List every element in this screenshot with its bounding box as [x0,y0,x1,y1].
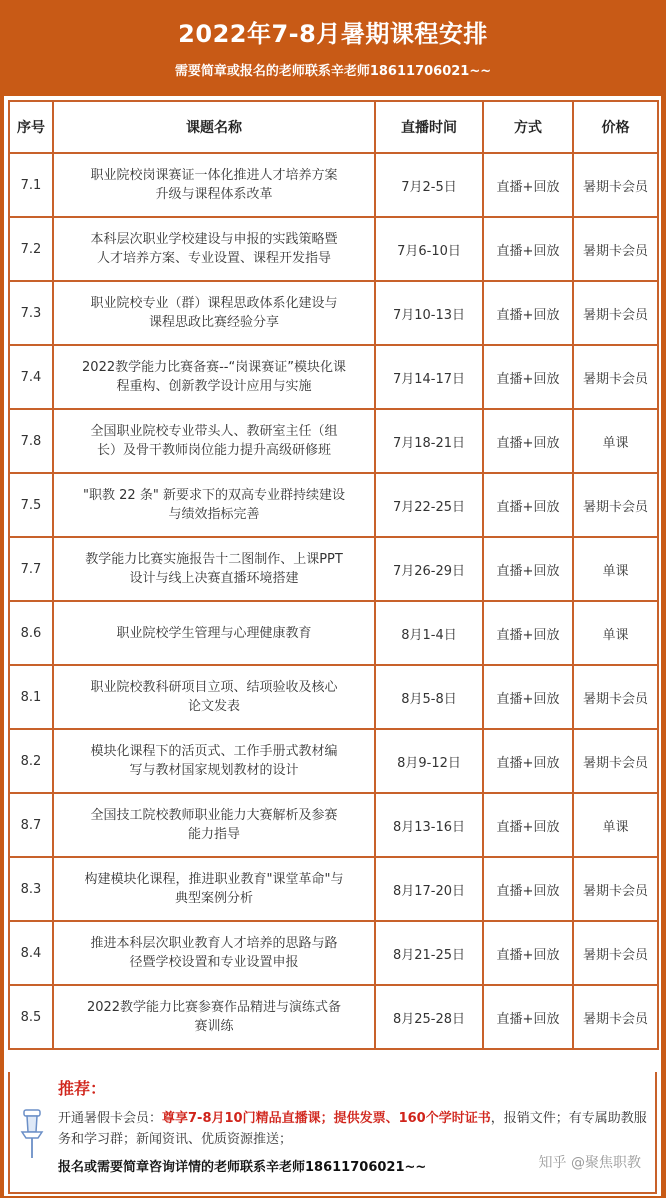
cell-price: 单课 [573,537,658,601]
cell-price: 单课 [573,601,658,665]
page-title: 2022年7-8月暑期课程安排 [178,20,488,48]
cell-date: 7月26-29日 [375,537,483,601]
cell-no: 7.1 [9,153,53,217]
cell-price: 暑期卡会员 [573,921,658,985]
cell-mode: 直播+回放 [483,793,573,857]
cell-no: 8.2 [9,729,53,793]
table-row [9,345,658,409]
column-header-mode: 方式 [483,101,573,153]
cell-topic [53,153,375,217]
cell-mode: 直播+回放 [483,409,573,473]
table-row [9,921,658,985]
cell-no: 8.3 [9,857,53,921]
cell-date: 7月2-5日 [375,153,483,217]
cell-topic [53,665,375,729]
cell-topic [53,473,375,537]
cell-price: 暑期卡会员 [573,153,658,217]
cell-topic [53,857,375,921]
table-row [9,601,658,665]
cell-date: 7月18-21日 [375,409,483,473]
cell-no: 7.7 [9,537,53,601]
cell-mode: 直播+回放 [483,281,573,345]
table-row [9,153,658,217]
cell-price: 暑期卡会员 [573,345,658,409]
topic-line: 职业院校专业（群）课程思政体系化建设与 [90,296,338,311]
column-header-no: 序号 [9,101,53,153]
topic-line: 职业院校岗课赛证一体化推进人才培养方案 [90,168,338,183]
cell-price: 暑期卡会员 [573,217,658,281]
recommend-prefix: 开通暑假卡会员： [58,1111,163,1126]
cell-mode: 直播+回放 [483,729,573,793]
cell-no: 8.1 [9,665,53,729]
topic-line: 模块化课程下的活页式、工作手册式教材编 [90,744,338,759]
cell-topic [53,537,375,601]
topic-line: 能力指导 [187,827,240,842]
cell-date: 8月1-4日 [375,601,483,665]
cell-date: 7月14-17日 [375,345,483,409]
topic-line: 设计与线上决赛直播环境搭建 [129,571,299,586]
table-row [9,985,658,1049]
cell-mode: 直播+回放 [483,537,573,601]
table-row [9,857,658,921]
topic-line: 推进本科层次职业教育人才培养的思路与路 [90,936,338,951]
topic-line: 构建模块化课程，推进职业教育"课堂革命"与 [84,872,344,887]
cell-date: 8月25-28日 [375,985,483,1049]
table-row [9,217,658,281]
topic-line: 全国技工院校教师职业能力大赛解析及参赛 [90,808,338,823]
table-header-row [9,101,658,153]
cell-no: 7.4 [9,345,53,409]
cell-mode: 直播+回放 [483,985,573,1049]
header-banner [0,0,666,96]
topic-line: 本科层次职业学校建设与申报的实践策略暨 [90,232,338,247]
cell-no: 8.6 [9,601,53,665]
table-row [9,729,658,793]
cell-price: 单课 [573,793,658,857]
topic-line: 赛训练 [194,1019,234,1034]
recommend-contact: 报名或需要简章咨询详情的老师联系辛老师18611706021~~ [58,1160,427,1175]
cell-price: 暑期卡会员 [573,281,658,345]
topic-line: 升级与课程体系改革 [155,187,273,202]
cell-price: 暑期卡会员 [573,985,658,1049]
cell-price: 暑期卡会员 [573,729,658,793]
cell-no: 8.4 [9,921,53,985]
schedule-table [8,100,659,1050]
cell-mode: 直播+回放 [483,601,573,665]
cell-topic [53,217,375,281]
cell-mode: 直播+回放 [483,153,573,217]
table-row [9,665,658,729]
topic-line: 程重构、创新教学设计应用与实施 [116,379,312,394]
cell-topic [53,601,375,665]
topic-line: 全国职业院校专业带头人、教研室主任（组 [90,424,338,439]
cell-topic [53,281,375,345]
topic-line: 人才培养方案、专业设置、课程开发指导 [96,251,331,266]
recommend-suffix: ，报销文件；有专属助教服务和学习群；新闻资讯、优质资源推送； [58,1111,647,1147]
watermark-text: 知乎 @聚焦职教 [538,1155,641,1171]
cell-no: 7.2 [9,217,53,281]
topic-line: 2022教学能力比赛备赛--“岗课赛证”模块化课 [82,360,346,375]
page-subtitle: 需要简章或报名的老师联系辛老师18611706021~~ [174,64,492,79]
recommend-highlight: 尊享7-8月10门精品直播课；提供发票、160个学时证书 [162,1111,491,1126]
topic-line: 职业院校教科研项目立项、结项验收及核心 [90,680,338,695]
topic-line: 写与教材国家规划教材的设计 [129,763,299,778]
cell-mode: 直播+回放 [483,217,573,281]
cell-price: 暑期卡会员 [573,857,658,921]
topic-line: 教学能力比赛实施报告十二图制作、上课PPT [85,552,343,567]
column-header-date: 直播时间 [375,101,483,153]
cell-date: 8月13-16日 [375,793,483,857]
cell-no: 8.5 [9,985,53,1049]
pushpin-icon [18,1108,46,1160]
cell-no: 8.7 [9,793,53,857]
cell-no: 7.3 [9,281,53,345]
cell-date: 8月5-8日 [375,665,483,729]
topic-line: 径暨学校设置和专业设置申报 [129,955,299,970]
topic-line: 与绩效指标完善 [168,507,260,522]
cell-mode: 直播+回放 [483,665,573,729]
content-panel [4,96,661,1196]
recommend-box [8,1072,657,1194]
cell-mode: 直播+回放 [483,921,573,985]
cell-date: 7月6-10日 [375,217,483,281]
cell-date: 8月17-20日 [375,857,483,921]
topic-line: 2022教学能力比赛参赛作品精进与演练式备 [86,1000,342,1015]
cell-topic [53,985,375,1049]
table-row [9,281,658,345]
topic-line: "职教 22 条" 新要求下的双高专业群持续建设 [83,488,345,503]
cell-price: 暑期卡会员 [573,473,658,537]
cell-topic [53,793,375,857]
cell-date: 8月21-25日 [375,921,483,985]
cell-date: 8月9-12日 [375,729,483,793]
column-header-topic: 课题名称 [53,101,375,153]
table-body [9,153,658,1049]
recommend-text [58,1108,648,1150]
topic-line: 课程思政比赛经验分享 [148,315,279,330]
recommend-title: 推荐： [58,1079,107,1098]
cell-date: 7月22-25日 [375,473,483,537]
cell-topic [53,345,375,409]
cell-topic [53,921,375,985]
cell-mode: 直播+回放 [483,345,573,409]
cell-topic [53,729,375,793]
column-header-price: 价格 [573,101,658,153]
table-row [9,409,658,473]
table-row [9,793,658,857]
cell-price: 单课 [573,409,658,473]
cell-date: 7月10-13日 [375,281,483,345]
topic-line: 长）及骨干教师岗位能力提升高级研修班 [96,443,331,458]
table-row [9,473,658,537]
topic-line: 典型案例分析 [174,891,253,906]
cell-mode: 直播+回放 [483,857,573,921]
table-row [9,537,658,601]
cell-mode: 直播+回放 [483,473,573,537]
cell-topic [53,409,375,473]
cell-no: 7.5 [9,473,53,537]
cell-price: 暑期卡会员 [573,665,658,729]
cell-no: 7.8 [9,409,53,473]
topic-line: 职业院校学生管理与心理健康教育 [116,625,312,641]
topic-line: 论文发表 [187,699,240,714]
